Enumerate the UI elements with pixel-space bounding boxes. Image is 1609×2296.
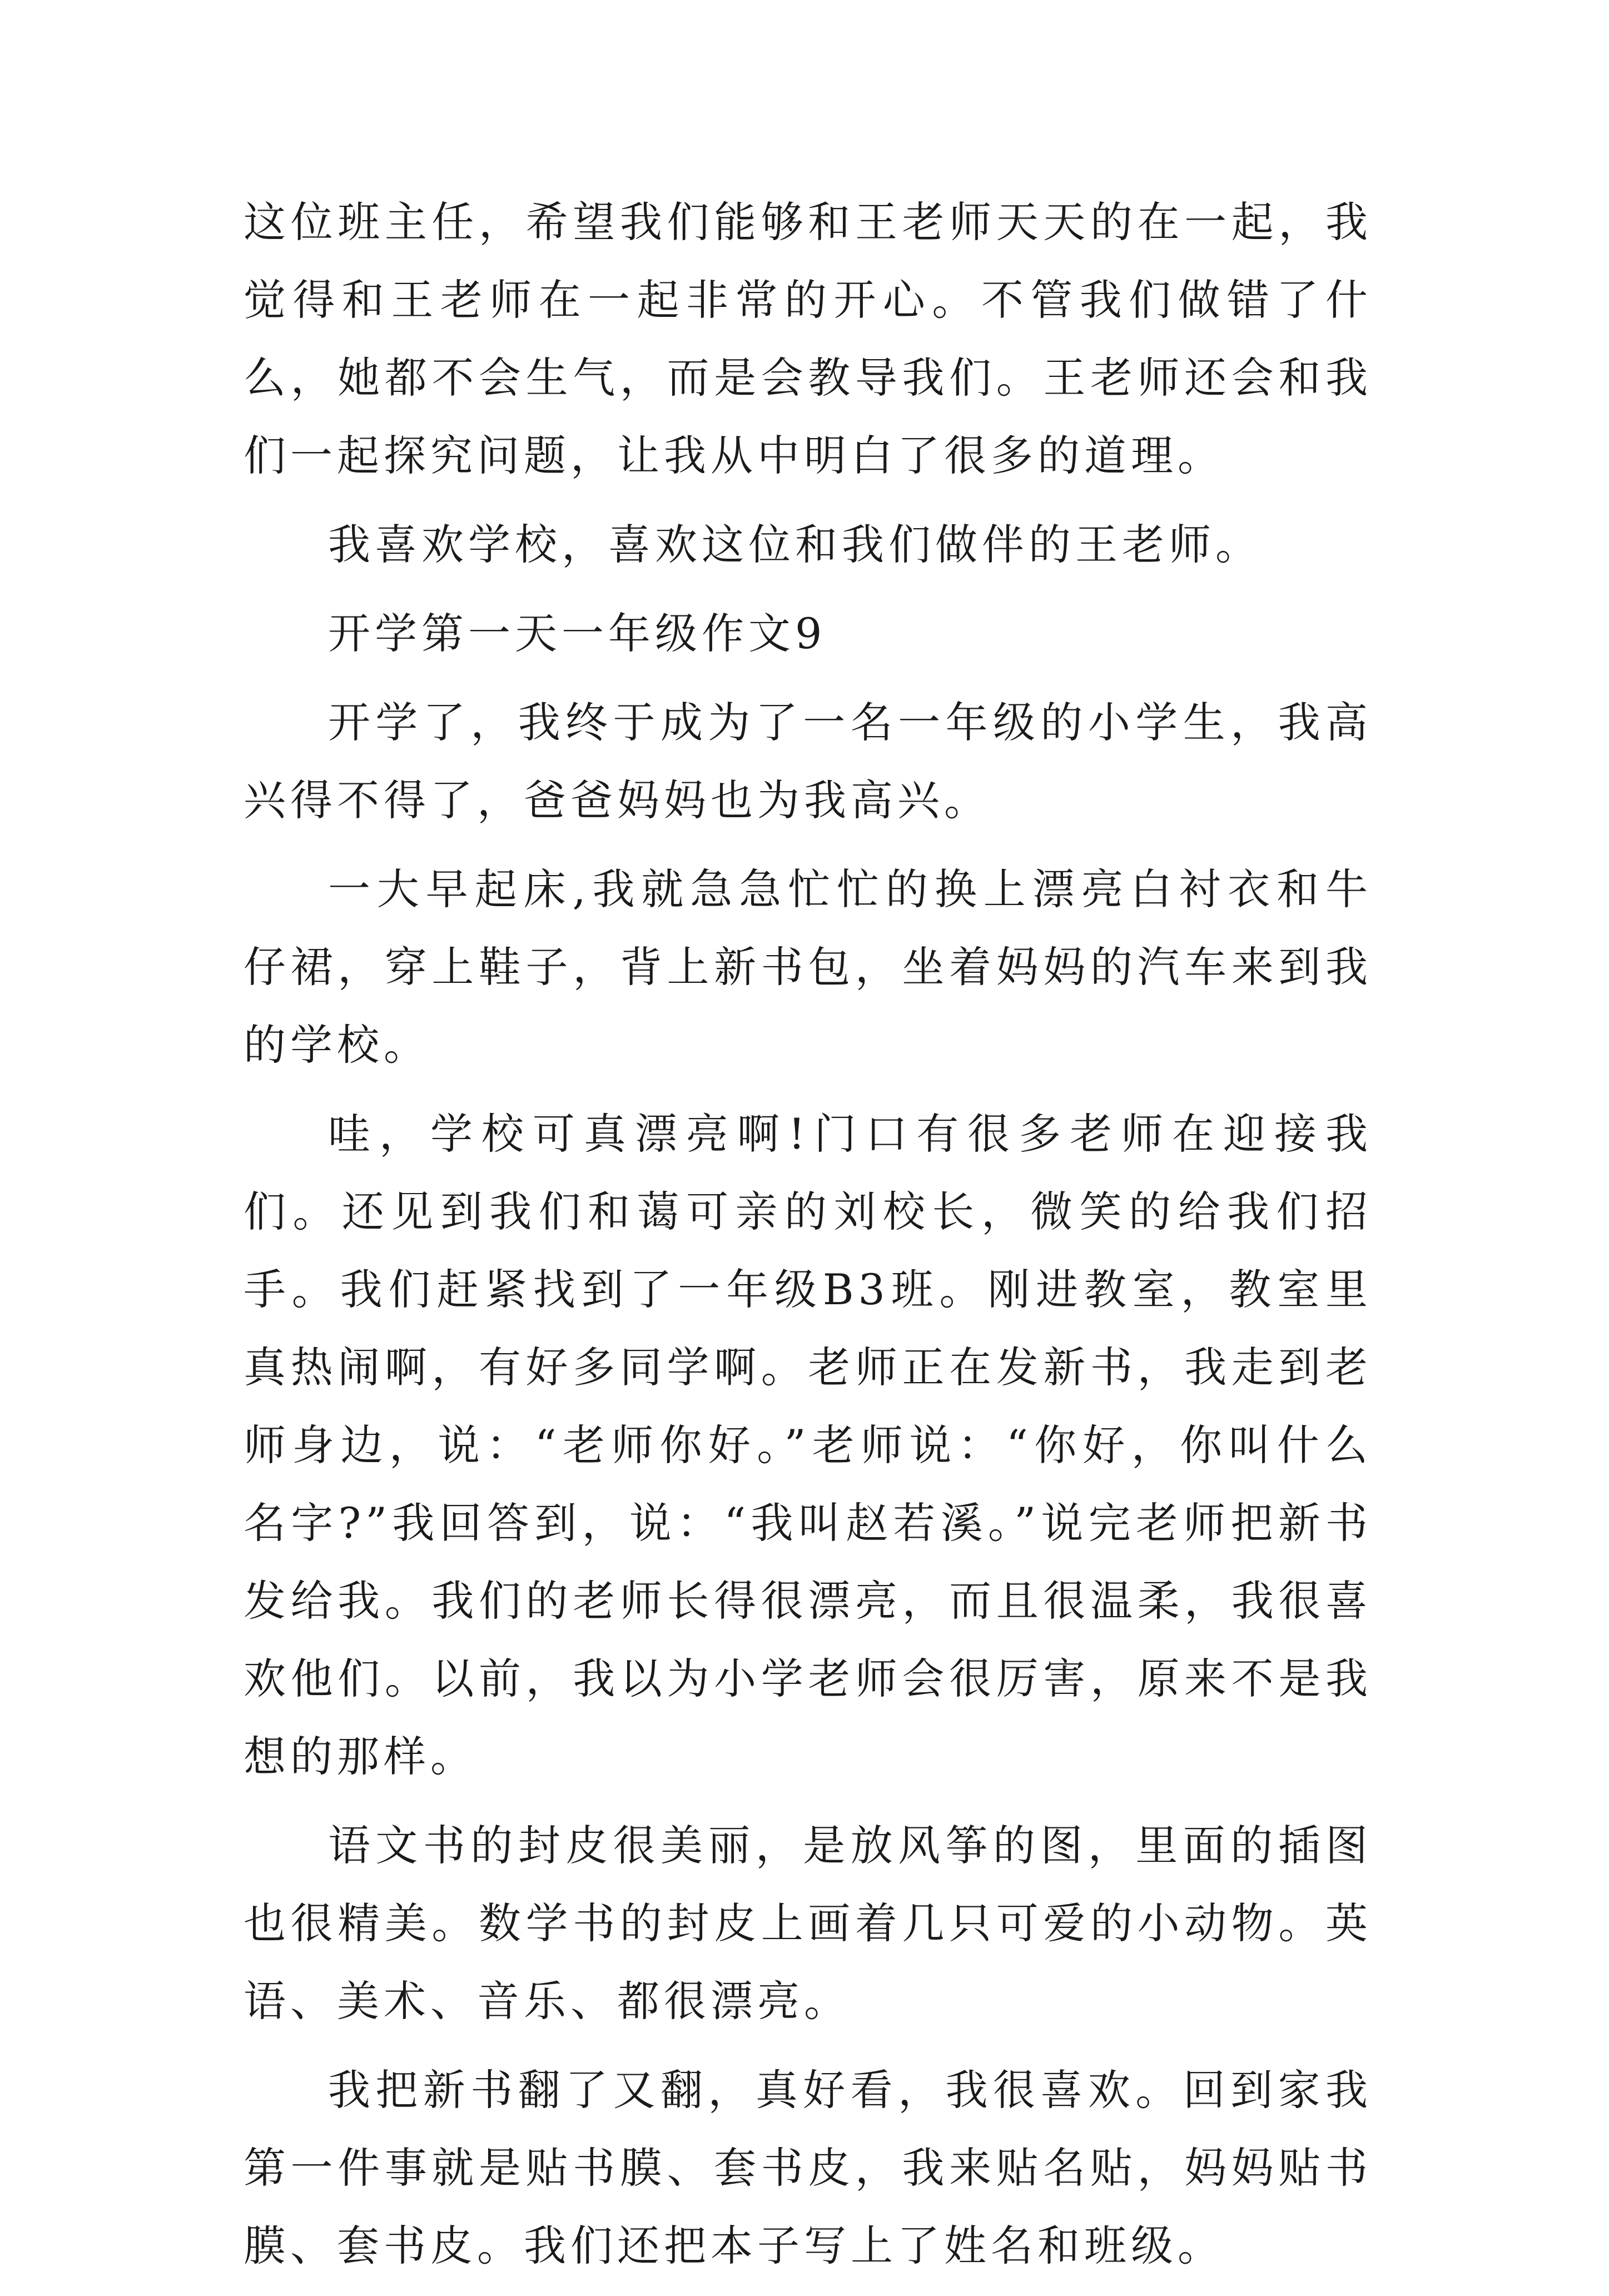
paragraph-2: 我喜欢学校，喜欢这位和我们做伴的王老师。 xyxy=(328,520,1262,569)
paragraph-7: 我把新书翻了又翻，真好看，我很喜欢。回到家我第一件事就是贴书膜、套书皮，我来贴名贴，妈妈贴书膜、套书皮。我们还把本子写上了姓名和班级。 xyxy=(244,2065,1372,2270)
document-body xyxy=(244,183,1372,2296)
essay-heading: 开学第一天一年级作文9 xyxy=(328,609,827,658)
paragraph-1: 这位班主任，希望我们能够和王老师天天的在一起，我觉得和王老师在一起非常的开心。不管我们做错了什么，她都不会生气，而是会教导我们。王老师还会和我们一起探究问题，让我从中明白了很多的道理。 xyxy=(244,197,1372,480)
paragraph-5: 哇，学校可真漂亮啊!门口有很多老师在迎接我们。还见到我们和蔼可亲的刘校长，微笑的给我们招手。我们赶紧找到了一年级B3班。刚进教室，教室里真热闹啊，有好多同学啊。老师正在发新书，我走到老师身边，说：“老师你好。”老师说：“你好，你叫什么名字?”我回答到，说：“我叫赵若溪。”说完老师把新书发给我。我们的老师长得很漂亮，而且很温柔，我很喜欢他们。以前，我以为小学老师会很厉害，原来不是我想的那样。 xyxy=(244,1109,1372,1781)
paragraph-3: 开学了，我终于成为了一名一年级的小学生，我高兴得不得了，爸爸妈妈也为我高兴。 xyxy=(244,698,1372,825)
paragraph-4: 一大早起床,我就急急忙忙的换上漂亮白衬衣和牛仔裙，穿上鞋子，背上新书包，坐着妈妈的汽车来到我的学校。 xyxy=(244,864,1372,1070)
paragraph-6: 语文书的封皮很美丽，是放风筝的图，里面的插图也很精美。数学书的封皮上画着几只可爱的小动物。英语、美术、音乐、都很漂亮。 xyxy=(244,1821,1372,2026)
